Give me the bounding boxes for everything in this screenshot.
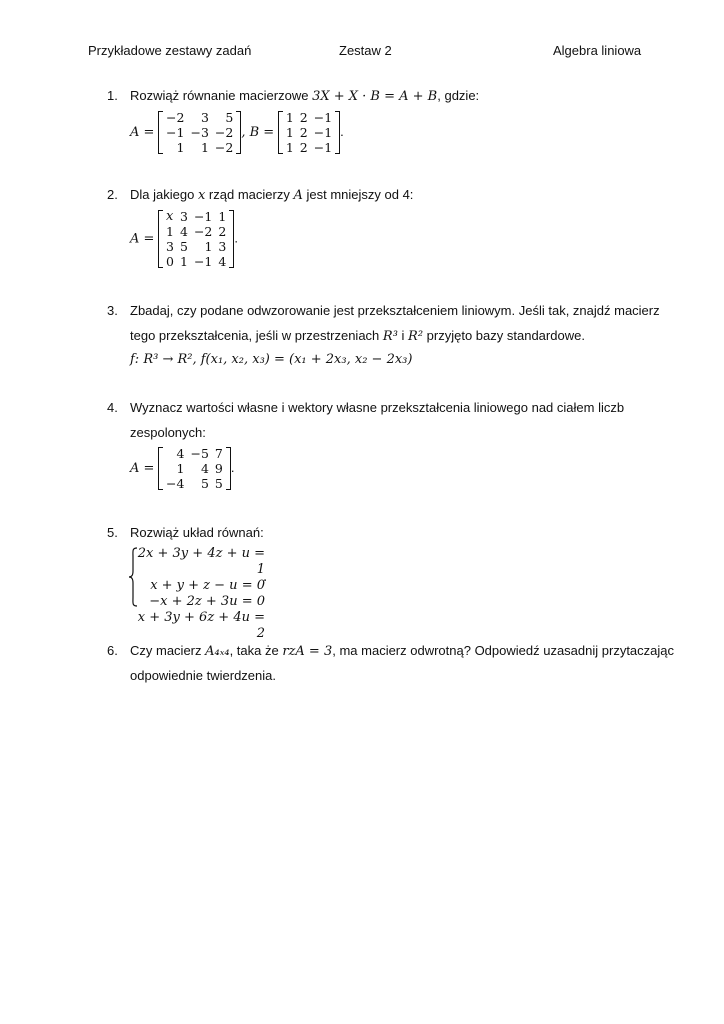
task-3-line-2: tego przekształcenia, jeśli w przestrzeniach R³ i R² przyjęto bazy standardowe.	[130, 328, 585, 344]
task-5-number: 5.	[107, 525, 118, 540]
task-4-matrix-line: A = 4 −5 7 1 4 9 −4 5 5 .	[130, 446, 235, 491]
task-3-number: 3.	[107, 303, 118, 318]
task-6-line-1: Czy macierz A₄ₓ₄, taka że rzA = 3, ma macierz odwrotną? Odpowiedź uzasadnij przytaczając	[130, 643, 675, 659]
task-1-matrix-b: 1 2 −1 1 2 −1 1 2 −1	[278, 110, 340, 155]
task-4-matrix: 4 −5 7 1 4 9 −4 5 5	[158, 446, 231, 491]
task-1-equation: 3X + X · B = A + B	[312, 89, 438, 104]
equation-system	[137, 546, 268, 642]
equation-1: 2x + 3y + 4z + u = 1	[137, 546, 265, 577]
task-6-number: 6.	[107, 643, 118, 658]
task-1-matrix-a: −2 3 5 −1 −3 −2 1 1 −2	[158, 110, 241, 155]
task-3-formula: f: R³ → R², f(x₁, x₂, x₃) = (x₁ + 2x₃, x₂ − 2x₃)	[130, 352, 413, 367]
task-1-number: 1.	[107, 88, 118, 103]
task-4-line-2: zespolonych:	[130, 425, 206, 440]
task-4-line-1: Wyznacz wartości własne i wektory własne przekształcenia liniowego nad ciałem liczb	[130, 400, 625, 415]
task-4-number: 4.	[107, 400, 118, 415]
task-2-prompt: Dla jakiego x rząd macierzy A jest mniejszy od 4:	[130, 187, 414, 203]
matrix-separator: , B =	[241, 124, 275, 140]
task-1-matrices: A = −2 3 5 −1 −3 −2 1 1 −2 , B = 1 2 −1 1 2 −1 1 2 −1 .	[130, 110, 344, 155]
header-center: Zestaw 2	[339, 43, 392, 58]
equation-3: −x + 2z + 3u = 0	[149, 594, 265, 609]
task-5-prompt: Rozwiąż układ równań:	[130, 525, 264, 540]
task-2-matrix-line: A = x 3 −1 1 1 4 −2 2 3 5 1 3 0 1 −1 4 .	[130, 209, 238, 269]
header-right: Algebra liniowa	[553, 43, 642, 58]
task-6-line-2: odpowiednie twierdzenia.	[130, 668, 276, 683]
task-2-matrix: x 3 −1 1 1 4 −2 2 3 5 1 3 0 1 −1 4	[158, 209, 234, 269]
header-left: Przykładowe zestawy zadań	[88, 43, 252, 58]
task-2-number: 2.	[107, 187, 118, 202]
task-3-line-1: Zbadaj, czy podane odwzorowanie jest przekształceniem liniowym. Jeśli tak, znajdź macierz	[130, 303, 660, 318]
task-1-prompt: Rozwiąż równanie macierzowe 3X + X · B = A + B, gdzie:	[130, 88, 480, 104]
equation-2: x + y + z − u = 0	[150, 578, 265, 593]
equation-4: x + 3y + 6z + 4u = 2	[137, 610, 265, 641]
system-end-dot: .	[263, 570, 268, 585]
matrix-a-label: A =	[130, 124, 155, 140]
